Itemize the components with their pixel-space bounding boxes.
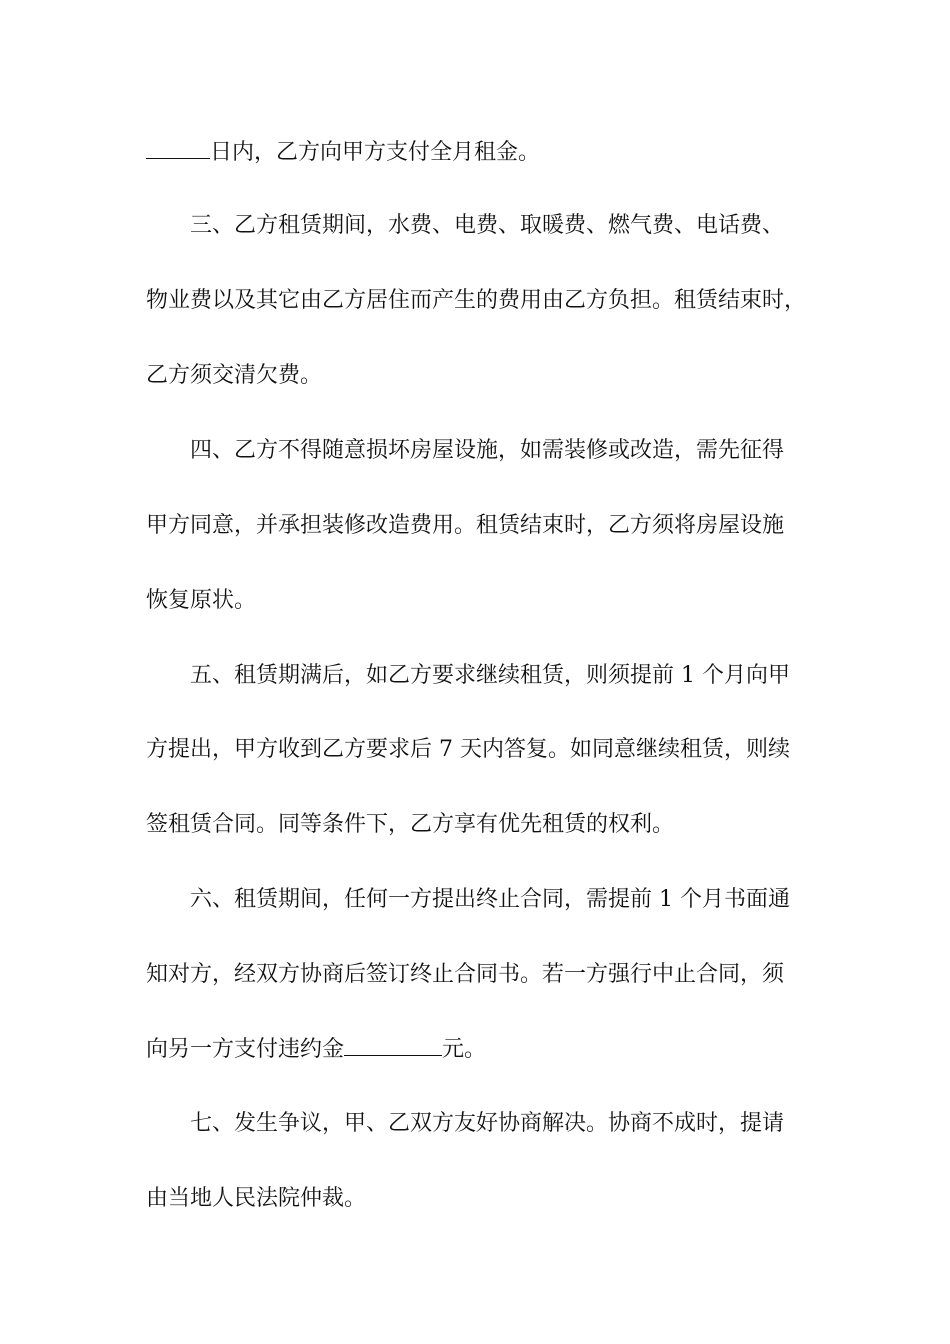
clause-2-text: 日内，乙方向甲方支付全月租金。 (210, 140, 541, 165)
blank-penalty-amount-field (344, 1035, 442, 1056)
penalty-text: 向另一方支付违约金 (146, 1037, 345, 1062)
clause-4-line-1: 四、乙方不得随意损坏房屋设施，如需装修或改造，需先征得 (190, 438, 785, 463)
clause-5-line-3: 签租赁合同。同等条件下，乙方享有优先租赁的权利。 (146, 812, 675, 837)
clause-6-line-3 (146, 1035, 486, 1065)
clause-3-line-3: 乙方须交清欠费。 (146, 363, 323, 388)
clause-7-line-2: 由当地人民法院仲裁。 (146, 1186, 367, 1211)
clause-6-line-1: 六、租赁期间，任何一方提出终止合同，需提前 1 个月书面通 (190, 887, 790, 912)
clause-5-line-2: 方提出，甲方收到乙方要求后 7 天内答复。如同意继续租赁，则续 (146, 737, 790, 762)
clause-3-line-1: 三、乙方租赁期间，水费、电费、取暖费、燃气费、电话费、 (190, 213, 785, 238)
blank-days-field (146, 138, 210, 159)
clause-6-line-2: 知对方，经双方协商后签订终止合同书。若一方强行中止合同，须 (146, 962, 785, 987)
clause-7-line-1: 七、发生争议，甲、乙双方友好协商解决。协商不成时，提请 (190, 1111, 785, 1136)
clause-4-line-2: 甲方同意，并承担装修改造费用。租赁结束时，乙方须将房屋设施 (146, 513, 785, 538)
clause-2-continuation (146, 138, 540, 168)
clause-5-line-1: 五、租赁期满后，如乙方要求继续租赁，则须提前 1 个月向甲 (190, 663, 790, 688)
clause-4-line-3: 恢复原状。 (146, 588, 257, 613)
clause-3-line-2: 物业费以及其它由乙方居住而产生的费用由乙方负担。租赁结束时， (146, 288, 807, 313)
penalty-unit: 元。 (442, 1037, 487, 1062)
